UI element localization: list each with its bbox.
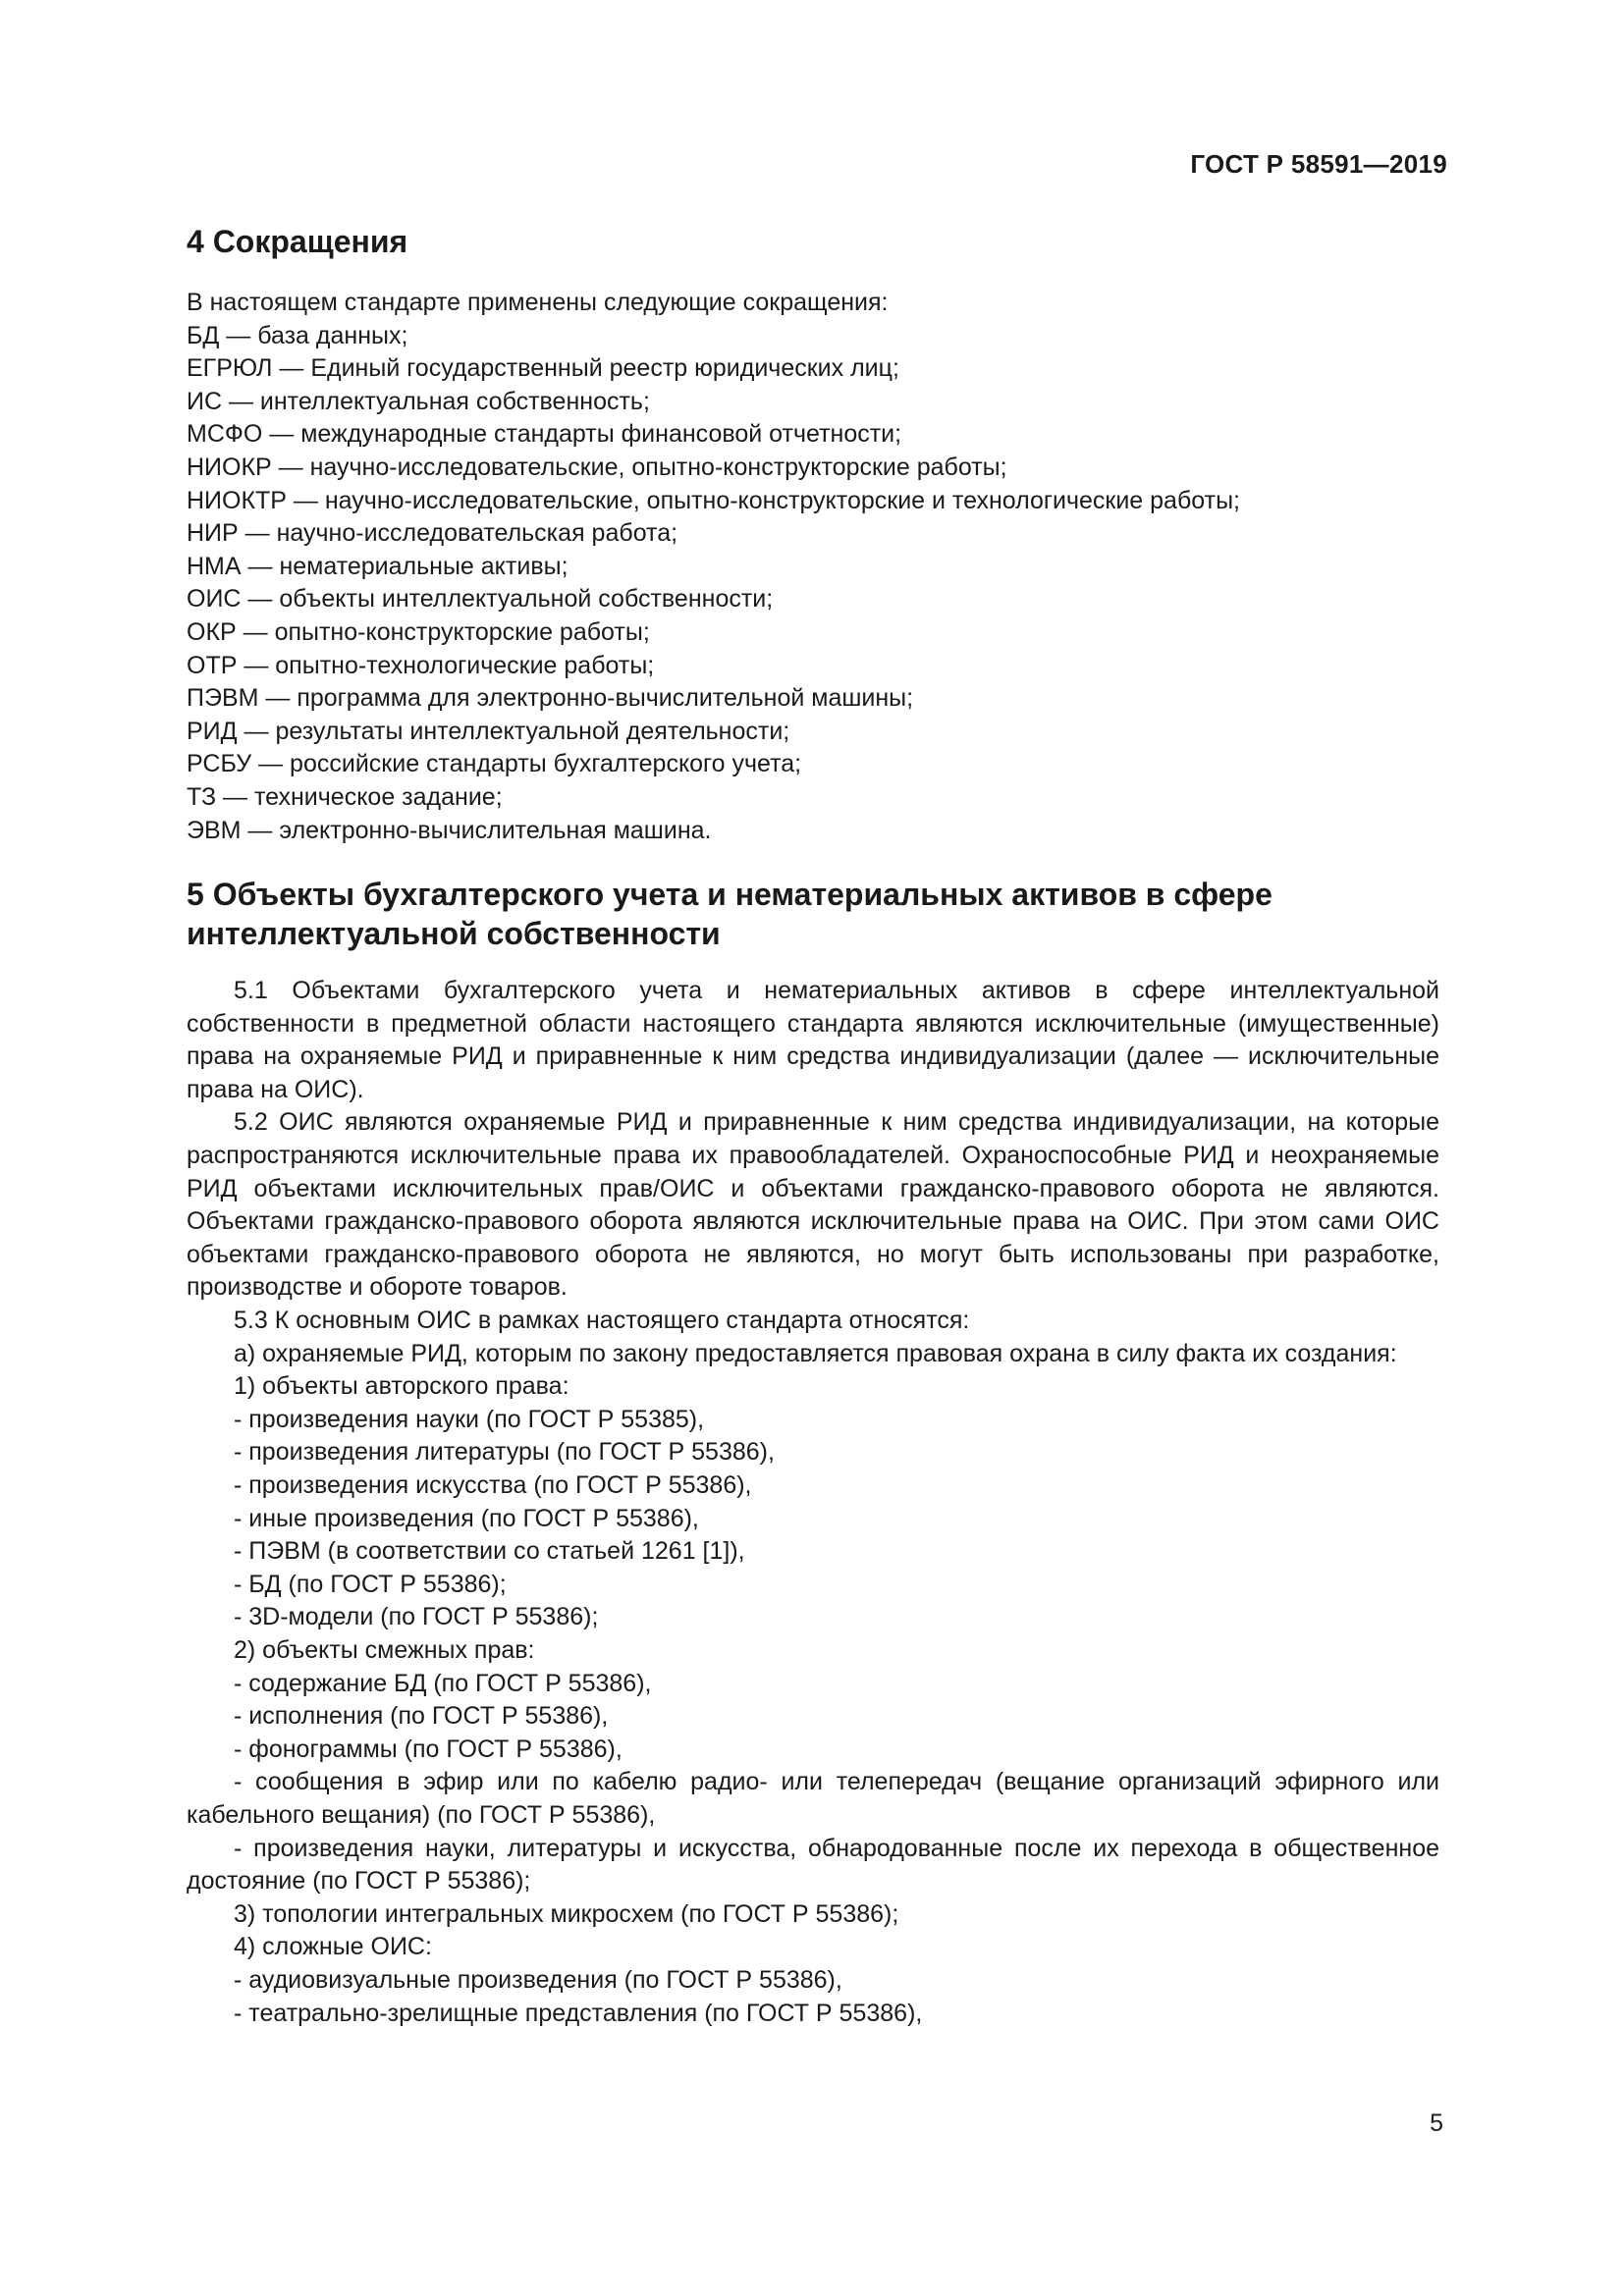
abbreviation-item: МСФО — международные стандарты финансовой отчетности; (187, 420, 902, 449)
abbreviation-item: РСБУ — российские стандарты бухгалтерского учета; (187, 750, 802, 778)
abbreviation-item: ОКР — опытно-конструкторские работы; (187, 617, 650, 646)
abbreviation-item: ОИС — объекты интеллектуальной собственности; (187, 585, 774, 614)
list-item: - театрально-зрелищные представления (по ГОСТ Р 55386), (234, 1999, 923, 2027)
page-content (187, 222, 1439, 2030)
abbreviations-intro: В настоящем стандарте применены следующие сокращения: (187, 289, 889, 316)
list-item-long: - произведения науки, литературы и искусства, обнародованные после их перехода в общественное достояние (по ГОСТ Р 55386); (187, 1834, 1439, 1896)
list-item: - БД (по ГОСТ Р 55386); (234, 1570, 507, 1598)
list-item: - произведения литературы (по ГОСТ Р 55386), (234, 1438, 775, 1467)
paragraph-5-3-a: а) охраняемые РИД, которым по закону предоставляется правовая охрана в силу факта их создания: (234, 1339, 1397, 1367)
abbreviation-item: РИД — результаты интеллектуальной деятельности; (187, 717, 790, 745)
page-number: 5 (1430, 2109, 1443, 2137)
list-item: - 3D-модели (по ГОСТ Р 55386); (234, 1603, 599, 1631)
group-3-title: 3) топологии интегральных микросхем (по ГОСТ Р 55386); (234, 1899, 899, 1928)
abbreviation-item: БД — база данных; (187, 321, 408, 349)
list-item: - ПЭВМ (в соответствии со статьей 1261 [1]), (234, 1537, 745, 1566)
list-item: - произведения науки (по ГОСТ Р 55385), (234, 1405, 705, 1433)
abbreviation-item: ТЗ — техническое задание; (187, 782, 503, 811)
section-4-title: 4 Сокращения (187, 224, 408, 259)
abbreviation-item: НИОКТР — научно-исследовательские, опытно-конструкторские и технологические работы; (187, 486, 1240, 514)
group-2-title: 2) объекты смежных прав: (234, 1635, 535, 1664)
list-item: - иные произведения (по ГОСТ Р 55386), (234, 1504, 699, 1532)
document-code: ГОСТ Р 58591—2019 (1190, 149, 1447, 179)
section-5-title: 5 Объекты бухгалтерского учета и нематериальных активов в сфере интеллектуальной собственности (187, 877, 1272, 952)
abbreviation-item: НИР — научно-исследовательская работа; (187, 519, 678, 548)
list-item: - аудиовизуальные произведения (по ГОСТ Р 55386), (234, 1965, 842, 1994)
group-4-title: 4) сложные ОИС: (234, 1933, 432, 1961)
abbreviation-item: ПЭВМ — программа для электронно-вычислительной машины; (187, 684, 914, 713)
list-item: - исполнения (по ГОСТ Р 55386), (234, 1702, 609, 1731)
abbreviation-item: ИС — интеллектуальная собственность; (187, 387, 650, 415)
abbreviation-item: ЕГРЮЛ — Единый государственный реестр юридических лиц; (187, 354, 899, 383)
list-item: - фонограммы (по ГОСТ Р 55386), (234, 1735, 623, 1763)
group-1-title: 1) объекты авторского права: (234, 1372, 569, 1401)
abbreviation-item: ЭВМ — электронно-вычислительная машина. (187, 816, 712, 844)
abbreviation-item: НИОКР — научно-исследовательские, опытно-конструкторские работы; (187, 453, 1007, 481)
abbreviation-item: ОТР — опытно-технологические работы; (187, 651, 655, 679)
paragraph-5-2: 5.2 ОИС являются охраняемые РИД и приравненные к ним средства индивидуализации, на которые распространяются исключительные права их правообладателей. Охраноспособные РИД и неохраняемые РИД объектами исключительных прав/ОИС и объектами гражданско-правового оборота не являются. Объектами гражданско-правового оборота являются исключительные права на ОИС. При этом сами ОИС объектами гражданско-правового оборота не являются, но могут быть использованы при разработке, производстве и обороте товаров. (187, 1108, 1439, 1302)
abbreviation-item: НМА — нематериальные активы; (187, 552, 568, 580)
abbreviations-list (187, 287, 1439, 847)
paragraph-5-1: 5.1 Объектами бухгалтерского учета и нематериальных активов в сфере интеллектуальной собственности в предметной области настоящего стандарта являются исключительные (имущественные) права на охраняемые РИД и приравненные к ним средства индивидуализации (далее — исключительные права на ОИС). (187, 977, 1439, 1103)
list-item: - содержание БД (по ГОСТ Р 55386), (234, 1669, 652, 1697)
list-item: - произведения искусства (по ГОСТ Р 55386), (234, 1471, 752, 1499)
paragraph-5-3: 5.3 К основным ОИС в рамках настоящего стандарта относятся: (234, 1307, 970, 1335)
list-item-long: - сообщения в эфир или по кабелю радио- или телепередач (вещание организаций эфирного или кабельного вещания) (по ГОСТ Р 55386), (187, 1768, 1439, 1829)
